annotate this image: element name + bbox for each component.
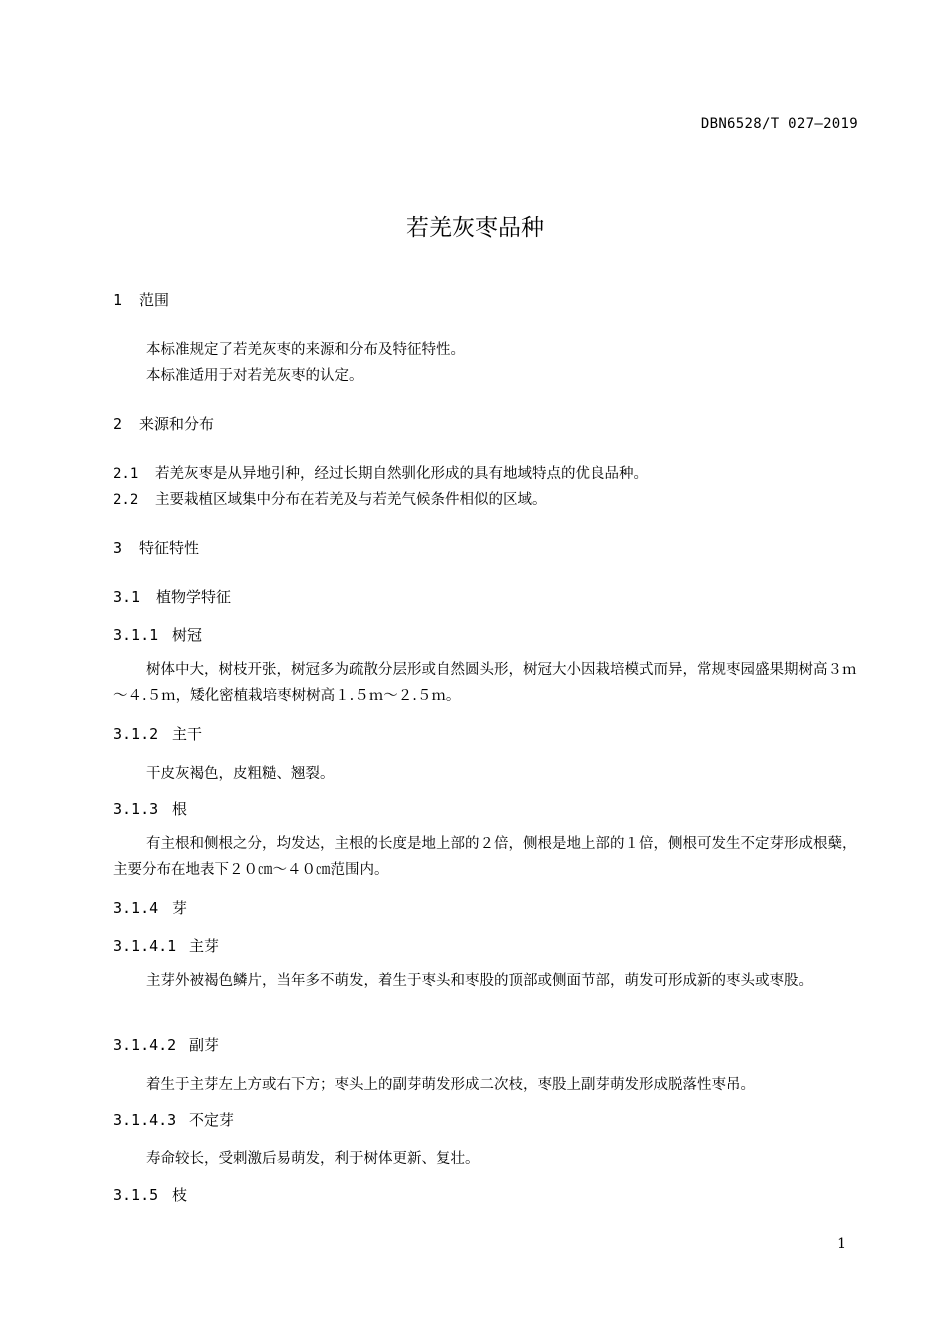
section-title: 枝	[172, 1186, 188, 1204]
paragraph: 本标准规定了若羌灰枣的来源和分布及特征特性。	[146, 342, 465, 358]
paragraph: 主芽外被褐色鳞片，当年多不萌发，着生于枣头和枣股的顶部或侧面节部，萌发可形成新的枣头或枣股。	[146, 973, 813, 989]
section-number: 3	[113, 539, 123, 557]
section-number: 3.1	[113, 588, 141, 606]
standard-code: DBN6528/T 027—2019	[700, 116, 858, 132]
section-number: 3.1.4.3	[113, 1111, 177, 1129]
section-title: 来源和分布	[139, 415, 215, 433]
section-number: 3.1.4	[113, 899, 159, 917]
section-number: 3.1.4.2	[113, 1036, 177, 1054]
item-number: 2.1	[113, 466, 139, 482]
subsection-heading	[113, 624, 202, 645]
document-title: 若羌灰枣品种	[406, 215, 544, 241]
section-title: 主芽	[189, 937, 220, 955]
section-3-heading	[113, 537, 199, 558]
section-2-heading	[113, 413, 214, 434]
subsection-heading	[113, 1184, 187, 1205]
section-title: 主干	[172, 725, 203, 743]
section-title: 范围	[139, 291, 170, 309]
section-number: 3.1.3	[113, 800, 159, 818]
section-title: 根	[172, 800, 188, 818]
section-title: 树冠	[172, 626, 203, 644]
item-text: 若羌灰枣是从异地引种，经过长期自然驯化形成的具有地域特点的优良品种。	[155, 466, 648, 482]
paragraph: 有主根和侧根之分，均发达，主根的长度是地上部的２倍，侧根是地上部的１倍，侧根可发生不定芽形成根蘖，主要分布在地表下２０㎝～４０㎝范围内。	[113, 836, 857, 878]
subsection-heading	[113, 586, 231, 607]
section-number: 3.1.2	[113, 725, 159, 743]
item-text: 主要栽植区域集中分布在若羌及与若羌气候条件相似的区域。	[155, 492, 547, 508]
section-number: 3.1.1	[113, 626, 159, 644]
section-number: 3.1.5	[113, 1186, 159, 1204]
section-number: 1	[113, 291, 123, 309]
paragraph: 本标准适用于对若羌灰枣的认定。	[146, 368, 364, 384]
subsection-heading	[113, 935, 219, 956]
subsection-heading	[113, 723, 202, 744]
subsection-heading	[113, 897, 187, 918]
page-number: 1	[837, 1236, 846, 1252]
section-1-heading	[113, 289, 169, 310]
subsection-heading	[113, 798, 187, 819]
paragraph: 寿命较长，受刺激后易萌发，利于树体更新、复壮。	[146, 1151, 480, 1167]
paragraph: 着生于主芽左上方或右下方；枣头上的副芽萌发形成二次枝，枣股上副芽萌发形成脱落性枣吊。	[146, 1077, 755, 1093]
paragraph: 干皮灰褐色，皮粗糙、翘裂。	[146, 766, 335, 782]
subsection-heading	[113, 1109, 234, 1130]
section-number: 2	[113, 415, 123, 433]
list-item	[113, 462, 648, 483]
section-number: 3.1.4.1	[113, 937, 177, 955]
section-title: 植物学特征	[156, 588, 232, 606]
section-title: 副芽	[189, 1036, 220, 1054]
list-item	[113, 488, 547, 509]
section-title: 芽	[172, 899, 188, 917]
section-title: 不定芽	[189, 1111, 235, 1129]
subsection-heading	[113, 1034, 219, 1055]
item-number: 2.2	[113, 492, 139, 508]
section-title: 特征特性	[139, 539, 200, 557]
paragraph: 树体中大，树枝开张，树冠多为疏散分层形或自然圆头形，树冠大小因栽培模式而异，常规枣园盛果期树高３ｍ～４.５ｍ，矮化密植栽培枣树树高１.５ｍ～２.５ｍ。	[113, 662, 857, 704]
